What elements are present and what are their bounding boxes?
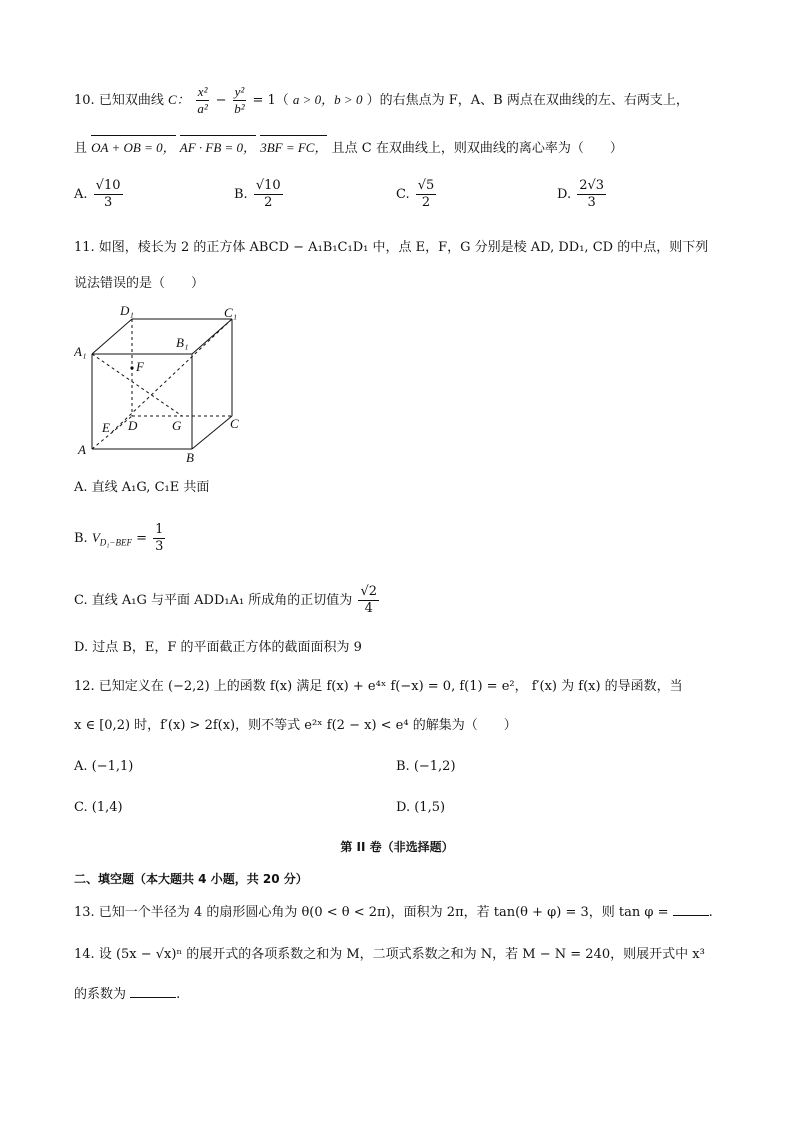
cube-figure <box>74 304 254 464</box>
q10-vector-cond3: 3BF = FC， <box>260 135 327 158</box>
q10-vector-cond1: OA + OB = 0， <box>91 135 175 158</box>
q10-number: 10. <box>74 93 95 108</box>
q11-line1: 11. 如图，棱长为 2 的正方体 ABCD − A₁B₁C₁D₁ 中，点 E，F，G 分别是棱 AD, DD₁, CD 的中点，则下列 <box>74 240 709 255</box>
q14-line2: 的系数为 . <box>74 987 181 1002</box>
edge-a1-d1 <box>92 319 132 354</box>
label-d: D <box>128 418 138 433</box>
q10-line1: 10. 已知双曲线 C： $\frac{\text{x²}}{\text{a²}}$ − $\frac{\text{y²}}{\text{b²}}$ = 1（ a > 0，b > 0 ）的右焦点为 F，A、B 两点在双曲线的左、右两支上， <box>74 84 689 116</box>
q12-option-d[interactable]: D. (1,5) <box>396 800 446 815</box>
edge-a-d <box>92 416 132 449</box>
q10-option-c[interactable]: C. $\frac{√5}{2}$ <box>396 178 435 210</box>
label-g: G <box>172 418 182 433</box>
q10-vector-cond2: AF · FB = 0， <box>180 135 256 158</box>
q11-option-c[interactable]: C. 直线 A₁G 与平面 ADD₁A₁ 所成角的正切值为 $\frac{√2}{4}$ <box>74 584 378 616</box>
q10-condition: a > 0，b > 0 <box>292 92 363 107</box>
q12-option-b[interactable]: B. (−1,2) <box>396 759 456 774</box>
q10-frac-x: $\frac{\text{x²}}{\text{a²}}$ <box>197 84 208 116</box>
q11-option-a[interactable]: A. 直线 A₁G, C₁E 共面 <box>74 480 210 495</box>
q10-option-d[interactable]: D. $\frac{2√3}{3}$ <box>557 178 605 210</box>
q10-text-rest: ）的右焦点为 F，A、B 两点在双曲线的左、右两支上， <box>366 93 689 108</box>
label-c1: C₁ <box>224 305 238 320</box>
q14-answer-blank[interactable] <box>130 997 176 998</box>
q12-option-a[interactable]: A. (−1,1) <box>74 759 134 774</box>
q10-frac-y: $\frac{\text{y²}}{\text{b²}}$ <box>234 84 245 116</box>
label-f: F <box>136 359 144 374</box>
q12-option-c[interactable]: C. (1,4) <box>74 800 123 815</box>
label-c: C <box>230 416 239 431</box>
label-e: E <box>102 420 110 435</box>
label-b: B <box>186 450 194 464</box>
q13-line: 13. 已知一个半径为 4 的扇形圆心角为 θ(0 < θ < 2π)，面积为 2π，若 tan(θ + φ) = 3，则 tan φ = . <box>74 905 713 920</box>
q12-line2: x ∈ [0,2) 时，f′(x) > 2f(x)，则不等式 e²ˣ f(2 − x) < e⁴ 的解集为（ ） <box>74 718 517 733</box>
label-b1: B₁ <box>176 335 189 350</box>
section2-heading: 二、填空题（本大题共 4 小题，共 20 分） <box>74 872 308 886</box>
label-a: A <box>78 442 86 457</box>
q10-curve-name: C： <box>167 92 190 107</box>
q11-line2: 说法错误的是（ ） <box>74 276 205 291</box>
point-f <box>130 366 133 369</box>
q12-line1: 12. 已知定义在 (−2,2) 上的函数 f(x) 满足 f(x) + e⁴ˣ f(−x) = 0, f(1) = e²， f′(x) 为 f(x) 的导函数，当 <box>74 679 683 694</box>
q10-text-start: 已知双曲线 <box>98 93 164 108</box>
q10-option-b[interactable]: B. $\frac{√10}{2}$ <box>234 178 281 210</box>
q14-line1: 14. 设 (5x − √x)ⁿ 的展开式的各项系数之和为 M，二项式系数之和为 N，若 M − N = 240，则展开式中 x³ <box>74 947 705 962</box>
q13-answer-blank[interactable] <box>673 915 709 916</box>
label-a1: A₁ <box>74 344 87 359</box>
line-c1-e <box>112 319 232 432</box>
q10-line2: 且 OA + OB = 0， AF · FB = 0， 3BF = FC， 且点 C 在双曲线上，则双曲线的离心率为（ ） <box>74 135 623 159</box>
q11-option-b[interactable]: B. $V_{D_1-BEF}$ = $\frac{1}{3}$ <box>74 522 164 554</box>
q10-option-a[interactable]: A. $\frac{√10}{3}$ <box>74 178 121 210</box>
label-d1: D₁ <box>120 304 134 318</box>
q11-option-d[interactable]: D. 过点 B，E，F 的平面截正方体的截面面积为 9 <box>74 640 362 655</box>
part2-title: 第 II 卷（非选择题） <box>340 840 454 854</box>
edge-b-c <box>192 416 232 449</box>
